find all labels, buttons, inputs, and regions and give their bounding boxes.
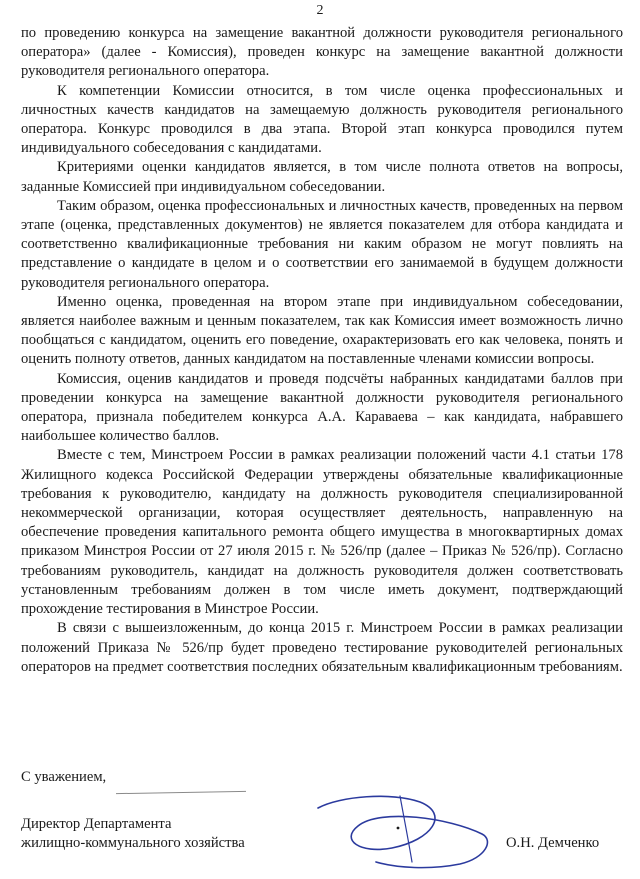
paragraph-winner: Комиссия, оценив кандидатов и проведя подсчёты набранных кандидатами баллов при проведении конкурса на замещение вакантной должности руководителя регионального оператора, признала победителем конкурса А.А. Караваева – как кандидата, набравшего наибольшее количество баллов. — [21, 370, 623, 445]
paragraph-commission-competence: К компетенции Комиссии относится, в том числе оценка профессиональных и личностных качеств кандидатов на замещаемую должность руководителя регионального оператора. Конкурс проводился в два этапа. Второй этап конкурса проводился путем индивидуального собеседования с кандидатами. — [21, 82, 623, 157]
paragraph-second-stage: Именно оценка, проведенная на втором этапе при индивидуальном собеседовании, является наиболее важным и ценным показателем, так как Комиссия имеет возможность лично пообщаться с кандидатом, оценить его поведение, охарактеризовать его как человека, понять и оценить полноту ответов, данных кандидатом на поставленные членами комиссии вопросы. — [21, 293, 623, 368]
letter-body — [21, 24, 623, 677]
page-number: 2 — [316, 3, 324, 18]
paragraph-evaluation-criteria: Критериями оценки кандидатов является, в том числе полнота ответов на вопросы, заданные Комиссией при индивидуальном собеседовании. — [21, 159, 623, 195]
closing-salutation: С уважением, — [21, 769, 107, 785]
paragraph-continuation: по проведению конкурса на замещение вакантной должности руководителя регионального оператора» (далее - Комиссия), проведен конкурс на замещение вакантной должности руководителя регионального оператора. — [21, 25, 623, 80]
pen-stroke — [116, 791, 246, 794]
paragraph-ministry-requirements: Вместе с тем, Минстроем России в рамках реализации положений части 4.1 статьи 178 Жилищного кодекса Российской Федерации утверждены обязательные квалификационные требования к руководителю, кандидату на должность руководителя специализированной некоммерческой организации, которая осуществляет деятельность, направленную на обеспечение проведения капитального ремонта общего имущества в многоквартирных домах приказом Минстроя России от 27 июля 2015 г. № 526/пр (далее – Приказ № 526/пр). Согласно требованиям руководитель, кандидат на должность руководителя должен соответствовать установленным требованиям должен в том числе иметь документ, подтверждающий прохождение тестирования в Минстрое России. — [21, 447, 623, 618]
signatory-position-line2: жилищно-коммунального хозяйства — [21, 835, 245, 851]
signatory-name: О.Н. Демченко — [506, 835, 600, 851]
handwritten-signature — [300, 778, 500, 878]
paragraph-testing: В связи с вышеизложенным, до конца 2015 г. Минстроем России в рамках реализации положений Приказа № 526/пр будет проведено тестирование руководителей региональных операторов на предмет соответствия последних обязательным квалификационным требованиям. — [21, 620, 623, 675]
paragraph-first-stage: Таким образом, оценка профессиональных и личностных качеств, проведенных на первом этапе (оценка, представленных документов) не является показателем для отбора кандидата и соответственно квалификационные требования ни каким образом не могут повлиять на представление о кандидате в целом и о соответствии его занимаемой в будущем должности руководителя регионального оператора. — [21, 197, 623, 291]
signatory-position-line1: Директор Департамента — [21, 816, 172, 832]
